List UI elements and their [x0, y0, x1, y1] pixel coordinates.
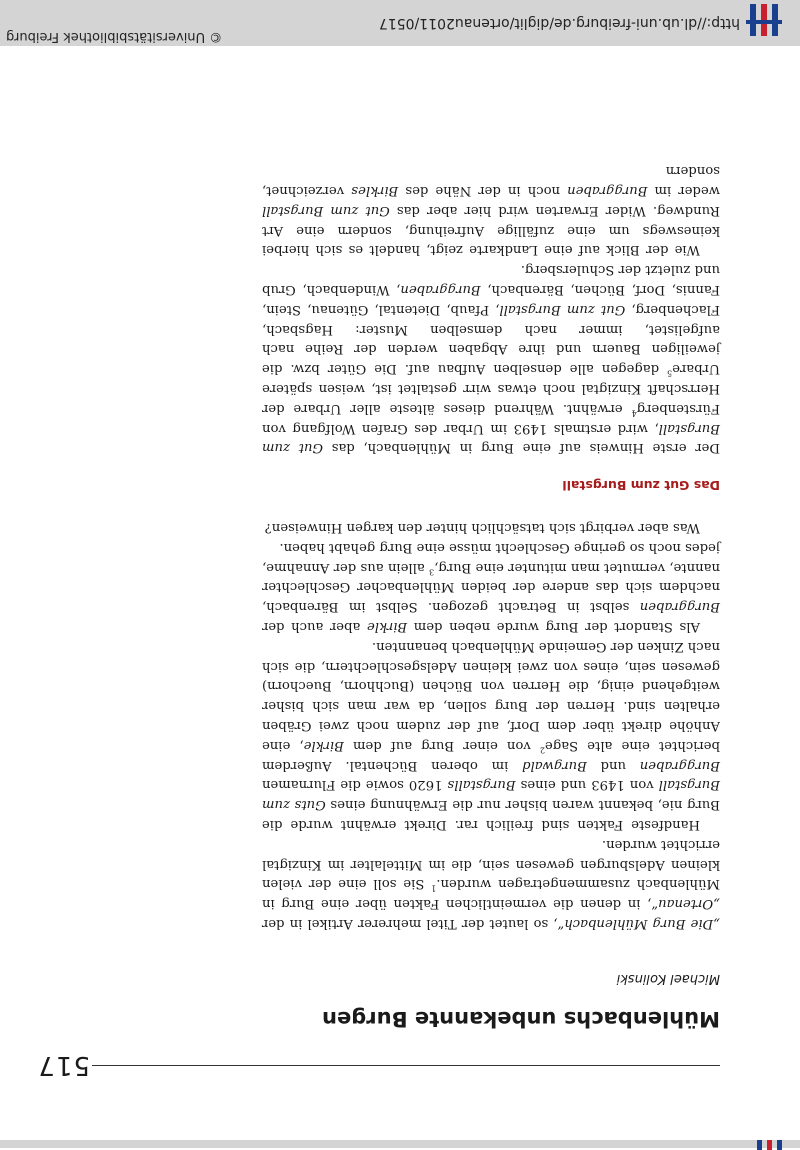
text-run: Als Standort der Burg wurde neben dem: [407, 619, 700, 635]
paragraph: [262, 260, 720, 458]
article-body: [262, 161, 720, 933]
text-run: weder im: [647, 183, 720, 199]
text-run: , wird erstmals 1493 im Urbar des Grafen Wolfgang von Fürstenberg: [262, 400, 720, 436]
italic-term: „Die Burg Mühlenbach“: [557, 916, 720, 931]
italic-term: Burggraben: [639, 757, 720, 773]
text-run: von 1493 und eines: [515, 777, 659, 793]
text-run: Was aber verbirgt sich tatsächlich hinter den kargen Hinweisen?: [264, 520, 700, 536]
footnote-marker: 3: [429, 567, 435, 577]
paragraph: [262, 161, 720, 260]
top-strip: [0, 1140, 800, 1148]
footnote-marker: 4: [631, 408, 637, 418]
copyright-notice: © Universitätsbibliothek Freiburg: [6, 29, 223, 44]
article-author: Michael Kolinski: [616, 971, 720, 986]
paragraph: [262, 834, 720, 933]
text-run: Handfeste Fakten sind freilich rar. Direkt erwähnt wurde die Burg nie, bekannt waren bisher nur die Erwähnung eines: [262, 797, 720, 833]
text-run: von einer Burg auf dem: [343, 737, 540, 753]
text-run: verzeichnet, sondern: [261, 163, 720, 199]
text-run: dagegen alle denselben Aufbau auf. Die Güter bzw. die jeweiligen Bauern und ihre Abgaben werden der Reihe nach aufgelistet, immer nach demselben Muster: Hagsbach, Flachenberg,: [262, 301, 720, 377]
text-run: , so lautet der Titel mehrerer Artikel in der: [261, 916, 558, 931]
article-title: Mühlenbachs unbekannte Burgen: [322, 1007, 720, 1031]
footnote-marker: 1: [431, 883, 437, 893]
italic-term: Birkle: [366, 619, 408, 635]
text-run: Der erste Hinweis auf eine Burg in Mühlenbach, das: [322, 440, 720, 456]
italic-term: Gut zum Burgstall: [499, 301, 626, 317]
source-url-link[interactable]: http://dl.ub.uni-freiburg.de/diglit/ortenau2011/0517: [378, 15, 740, 31]
paragraph: [262, 636, 720, 834]
text-run: , Pfaub, Dietental, Gütenau, Stein, Fannis, Dorf, Büchen, Bärenbach,: [262, 282, 720, 317]
text-run: , eine Anhöhe direkt über dem Dorf, auf der zudem noch zwei Gräben erhalten sind. Herren der Burg sollen, da war man sich bisher weitgehend einig, die Herren von Büchen (Buchhorn, Buechorn) gewesen sein, eines von zwei kleinen Adelsgeschlechtern, die sich nach Zinken der Gemeinde Mühlenbach benannten.: [262, 638, 720, 753]
italic-term: „Ortenau“: [651, 896, 720, 912]
text-run: im oberen Büchental. Außerdem berichtet eine alte Sage: [262, 737, 720, 773]
footnote-marker: 5: [667, 368, 673, 378]
paragraph: [262, 537, 720, 636]
ub-freiburg-logo-icon: [742, 2, 786, 38]
italic-term: Birkles: [351, 183, 399, 199]
header-rule: [92, 1065, 720, 1066]
text-run: noch in der Nähe des: [398, 183, 568, 199]
italic-term: Guts zum Burgstall: [261, 777, 720, 813]
text-run: aber auch der: [262, 619, 367, 635]
text-run: selbst in Betracht gezogen. Selbst im Bärenbach, nachdem sich das andere der beiden Mühlenbacher Geschlechter nannte, vermutet man mitunter eine Burg,: [262, 559, 720, 615]
paragraph: [262, 517, 720, 537]
italic-term: Burggraben: [567, 183, 648, 199]
text-run: , in denen die vermeintlichen Fakten über eine Burg in Mühlenbach zusammengetragen wurden.: [262, 876, 720, 912]
footer-bar: [0, 0, 800, 46]
italic-term: Burgstalls: [447, 777, 516, 793]
text-run: 1620 sowie die Flurnamen: [261, 777, 448, 793]
text-run: Sie soll eine der vielen kleinen Adelsburgen gewesen sein, die im Mittelalter im Kinzigtal errichtet wurden.: [261, 836, 720, 892]
italic-term: Gut zum Burgstall: [261, 420, 720, 456]
text-run: , Windenbach, Grub und zuletzt der Schulersberg.: [262, 262, 720, 298]
section-heading: Das Gut zum Burgstall: [562, 478, 720, 494]
italic-term: Gut zum Burgstall: [262, 202, 390, 218]
text-run: und: [586, 757, 640, 773]
italic-term: Birkle: [303, 737, 344, 753]
text-run: allein aus der Annahme, jedes noch so geringe Geschlecht müsse eine Burg gehabt haben.: [261, 539, 720, 575]
footnote-marker: 2: [539, 745, 545, 755]
italic-term: Burggraben: [639, 599, 720, 615]
text-run: Wie der Blick auf eine Landkarte zeigt, handelt es sich hierbei keineswegs um eine zufällige Aufreihung, sondern eine Art Rundweg. Wider Erwarten wird hier aber das: [262, 202, 720, 258]
page-number: 517: [37, 1050, 90, 1080]
italic-term: Burggraben: [400, 282, 481, 298]
ub-logo-fragment-icon: [746, 1140, 786, 1150]
text-run: erwähnt. Während dieses älteste aller Urbare der Herrschaft Kinzigtal noch etwas wirr gestaltet ist, weisen spätere Urbare: [262, 361, 720, 416]
italic-term: Burgwald: [522, 757, 587, 773]
